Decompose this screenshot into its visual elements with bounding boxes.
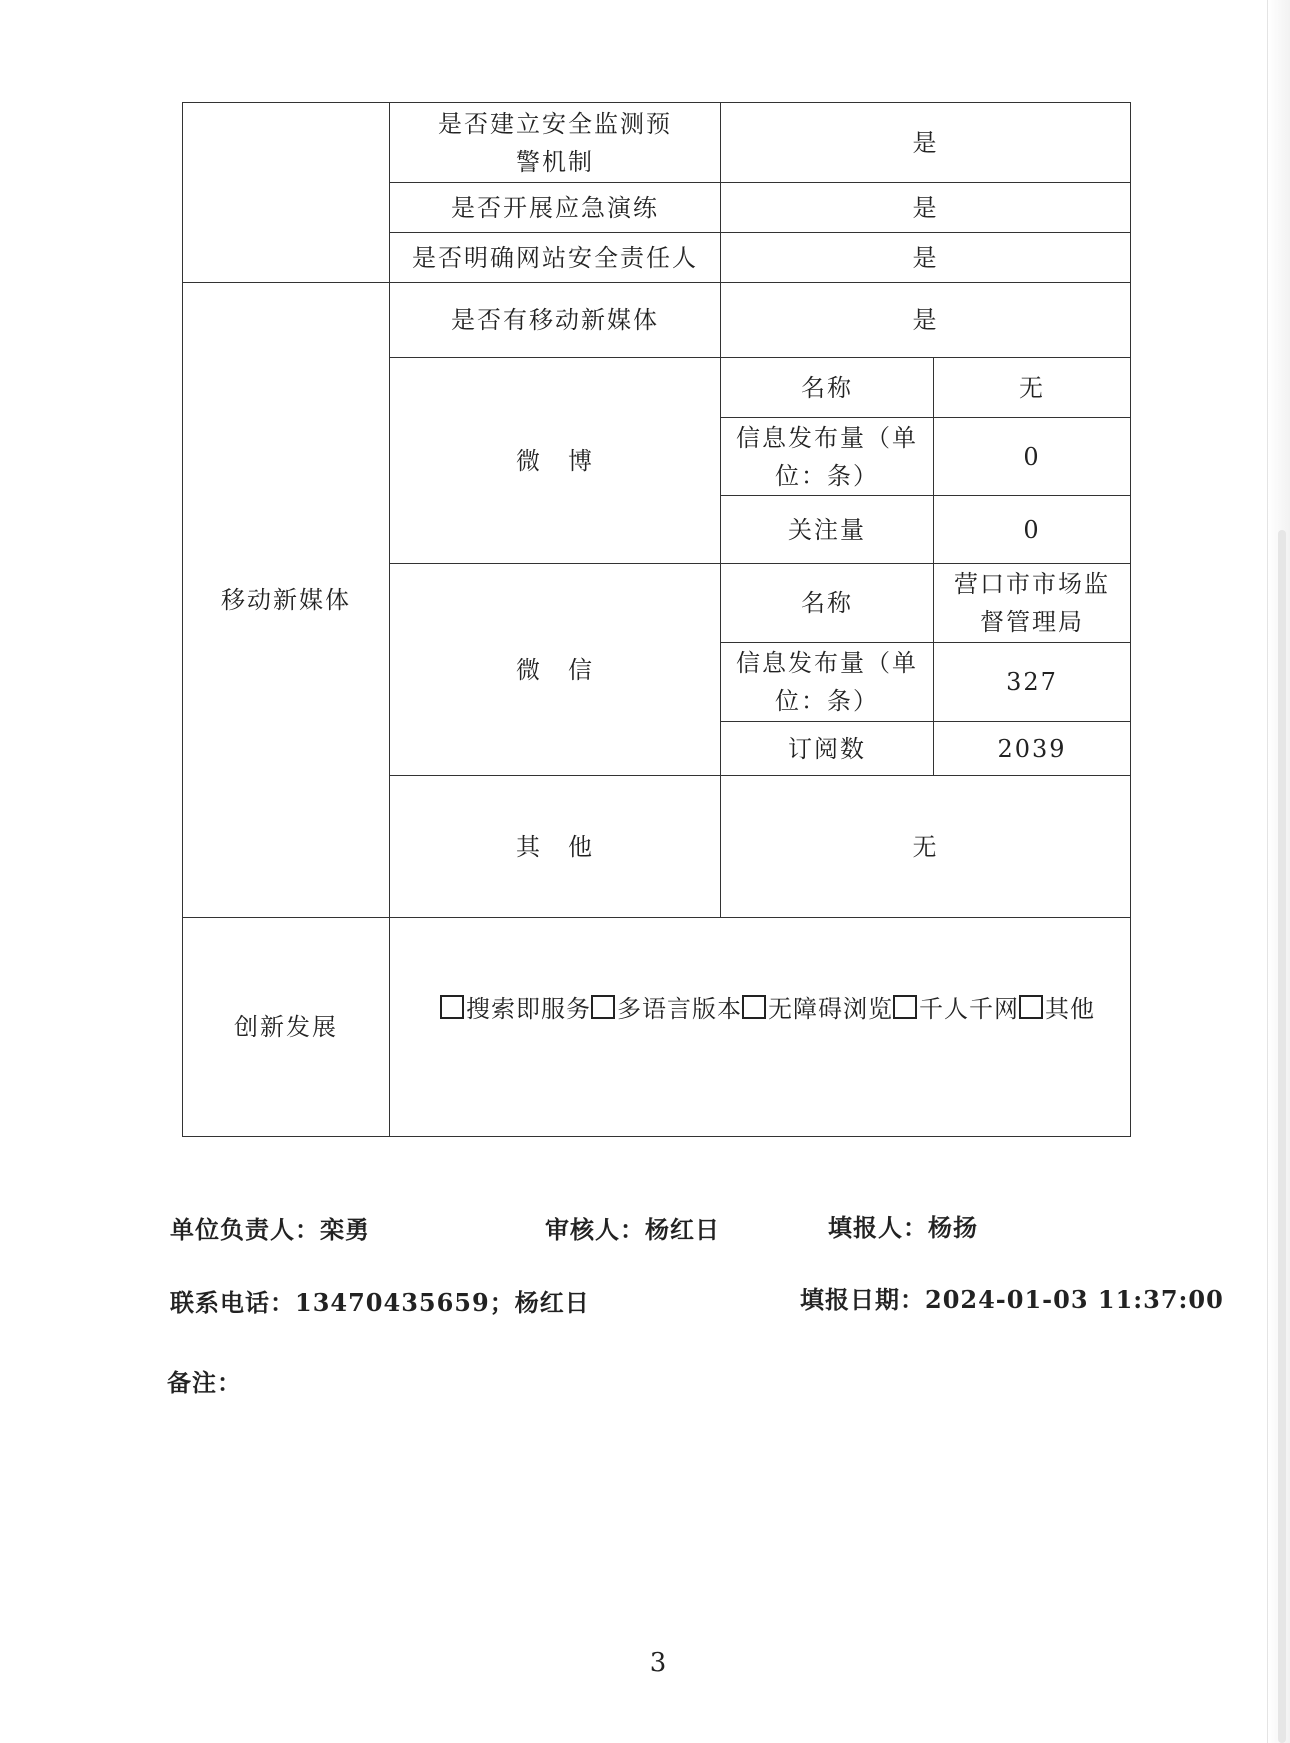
innovation-label: 创新发展 xyxy=(183,918,390,1137)
reviewer: 审核人：杨红日 xyxy=(545,1215,720,1244)
remark-label: 备注： xyxy=(167,1368,242,1397)
weibo-name-label: 名称 xyxy=(721,358,934,418)
checkbox[interactable] xyxy=(440,995,464,1019)
weibo-name-value: 无 xyxy=(934,358,1131,418)
option-label: 搜索即服务 xyxy=(466,995,591,1023)
innovation-option[interactable] xyxy=(440,995,591,1023)
weibo-label: 微 博 xyxy=(390,358,721,564)
wechat-label: 微 信 xyxy=(390,564,721,776)
mobile-section-label: 移动新媒体 xyxy=(183,283,390,918)
wechat-name-value: 营口市市场监督管理局 xyxy=(934,564,1131,643)
innovation-options xyxy=(390,918,1131,1137)
innovation-option[interactable] xyxy=(591,995,742,1023)
weibo-posts-label: 信息发布量（单位：条） xyxy=(721,418,934,496)
weibo-followers-label: 关注量 xyxy=(721,496,934,564)
fill-date: 填报日期：2024-01-03 11:37:00 xyxy=(800,1285,1224,1314)
innovation-option[interactable] xyxy=(742,995,893,1023)
wechat-subscribers-label: 订阅数 xyxy=(721,722,934,776)
report-table xyxy=(182,102,1131,1137)
other-value: 无 xyxy=(721,776,1131,918)
weibo-posts-value: 0 xyxy=(934,418,1131,496)
option-label: 无障碍浏览 xyxy=(768,995,893,1023)
drill-label: 是否开展应急演练 xyxy=(390,183,721,233)
option-label: 千人千网 xyxy=(919,995,1019,1023)
has-mobile-value: 是 xyxy=(721,283,1131,358)
contact-phone: 联系电话：13470435659；杨红日 xyxy=(170,1288,590,1317)
wechat-posts-label: 信息发布量（单位：条） xyxy=(721,643,934,722)
innovation-option[interactable] xyxy=(1019,995,1095,1023)
filler: 填报人：杨扬 xyxy=(828,1213,978,1242)
weibo-followers-value: 0 xyxy=(934,496,1131,564)
monitoring-value: 是 xyxy=(721,103,1131,183)
security-section-cell xyxy=(183,103,390,283)
checkbox[interactable] xyxy=(893,995,917,1019)
table-row xyxy=(183,103,1131,183)
other-label: 其 他 xyxy=(390,776,721,918)
table-row xyxy=(183,918,1131,1137)
innovation-option[interactable] xyxy=(893,995,1019,1023)
checkbox[interactable] xyxy=(742,995,766,1019)
wechat-name-label: 名称 xyxy=(721,564,934,643)
scrollbar-thumb[interactable] xyxy=(1278,530,1286,1743)
has-mobile-label: 是否有移动新媒体 xyxy=(390,283,721,358)
wechat-posts-value: 327 xyxy=(934,643,1131,722)
checkbox[interactable] xyxy=(1019,995,1043,1019)
option-label: 其他 xyxy=(1045,995,1095,1023)
responsible-label: 是否明确网站安全责任人 xyxy=(390,233,721,283)
drill-value: 是 xyxy=(721,183,1131,233)
table-row xyxy=(183,283,1131,358)
responsible-value: 是 xyxy=(721,233,1131,283)
wechat-subscribers-value: 2039 xyxy=(934,722,1131,776)
monitoring-label: 是否建立安全监测预警机制 xyxy=(390,103,721,183)
page-number: 3 xyxy=(649,1648,667,1678)
checkbox[interactable] xyxy=(591,995,615,1019)
option-label: 多语言版本 xyxy=(617,995,742,1023)
unit-head: 单位负责人：栾勇 xyxy=(170,1215,370,1244)
